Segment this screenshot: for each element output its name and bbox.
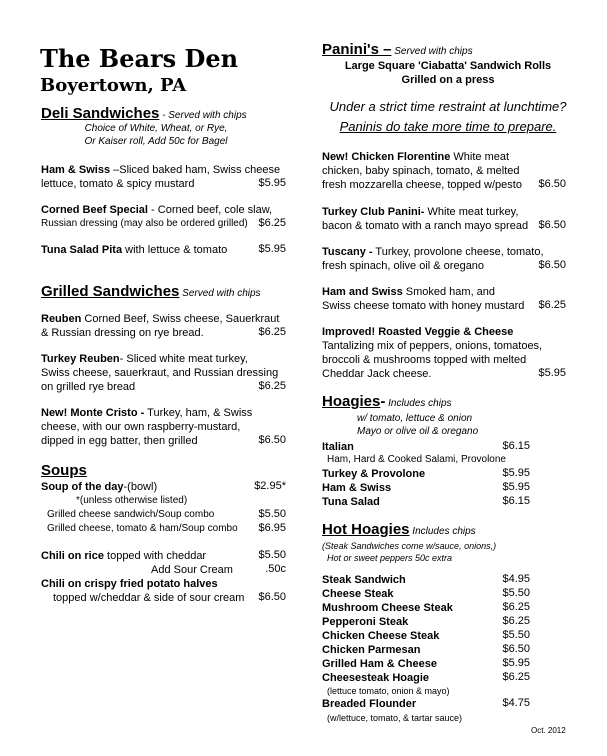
menu-item-chili-potato: Chili on crispy fried potato halves	[41, 578, 218, 590]
item-desc-2: Swiss cheese tomato with honey mustard	[322, 300, 525, 312]
item-desc-2: Tantalizing mix of peppers, onions, tomatoes,	[322, 340, 543, 352]
hot-hoagies-section-heading	[322, 521, 476, 538]
item-price: $4.75	[502, 697, 530, 709]
panini-note: Served with chips	[391, 46, 473, 57]
item-price: $6.50	[258, 434, 286, 446]
hoagies-sub-2: Mayo or olive oil & oregano	[357, 426, 479, 437]
item-name: Reuben	[41, 313, 82, 325]
panini-heading: Panini's –	[322, 41, 392, 58]
item-desc: Smoked ham, and	[402, 286, 496, 298]
item-price: $6.25	[538, 299, 566, 311]
deli-choice-line: Choice of White, Wheat, or Rye,	[84, 123, 228, 134]
item-price: $5.95	[502, 657, 530, 669]
soups-heading: Soups	[41, 462, 87, 479]
item-price: $5.95	[502, 467, 530, 479]
item-name: Tuna Salad Pita	[41, 244, 123, 256]
item-price: $6.25	[502, 601, 530, 613]
item-desc: Turkey, ham, & Swiss	[144, 407, 253, 419]
item-price: $5.50	[502, 629, 530, 641]
menu-item-ham-swiss-hoagie: Ham & Swiss	[322, 482, 392, 494]
hot-hoagies-sub-2: Hot or sweet peppers 50c extra	[327, 553, 453, 563]
item-desc: - Sliced white meat turkey,	[119, 353, 248, 365]
menu-item-tuna-pita	[41, 243, 227, 257]
item-name: Soup of the day	[41, 481, 124, 493]
menu-item-turkey-provolone: Turkey & Provolone	[322, 468, 426, 480]
item-desc: –Sliced baked ham, Swiss cheese	[110, 164, 281, 176]
panini-notice-2: Paninis do take more time to prepare.	[339, 119, 557, 134]
item-price: $4.95	[502, 573, 530, 585]
deli-heading: Deli Sandwiches	[41, 105, 160, 122]
hoagies-note: Includes chips	[385, 398, 452, 409]
item-name: Corned Beef Special	[41, 204, 148, 216]
item-desc: - Corned beef, cole slaw,	[147, 204, 273, 216]
item-desc-2: & Russian dressing on rye bread.	[41, 327, 204, 339]
hoagies-heading: Hoagies	[322, 393, 381, 410]
menu-item-cheese-steak: Cheese Steak	[322, 588, 394, 600]
panini-section-heading	[322, 41, 473, 58]
item-name: Ham and Swiss	[322, 286, 403, 298]
item-desc: Corned Beef, Swiss cheese, Sauerkraut	[81, 313, 280, 325]
item-price: $6.25	[258, 326, 286, 338]
item-desc-3: on grilled rye bread	[41, 381, 136, 393]
menu-item-italian: Italian	[322, 441, 354, 453]
deli-roll-line: Or Kaiser roll, Add 50c for Bagel	[84, 136, 228, 147]
item-desc-2: Swiss cheese, sauerkraut, and Russian dressing	[41, 367, 279, 379]
deli-note: - Served with chips	[159, 110, 247, 121]
hot-hoagies-note: Includes chips	[409, 526, 476, 537]
item-desc: with lettuce & tomato	[122, 244, 228, 256]
soup-note: *(unless otherwise listed)	[76, 495, 188, 506]
menu-date: Oct. 2012	[531, 726, 566, 735]
item-desc-3: dipped in egg batter, then grilled	[41, 435, 198, 447]
item-price: $5.50	[502, 587, 530, 599]
item-price: $6.25	[258, 380, 286, 392]
menu-item-pepperoni-steak: Pepperoni Steak	[322, 616, 409, 628]
item-price: $5.50	[258, 508, 286, 520]
cheesesteak-desc: (lettuce tomato, onion & mayo)	[327, 686, 450, 696]
item-price: $6.25	[258, 217, 286, 229]
menu-item-mushroom-cheese-steak: Mushroom Cheese Steak	[322, 602, 453, 614]
item-price: $6.50	[502, 643, 530, 655]
grilled-section-heading	[41, 283, 261, 300]
hot-hoagies-heading: Hot Hoagies	[322, 521, 410, 538]
item-desc-2: topped w/cheddar & side of sour cream	[53, 592, 245, 604]
menu-item-monte-cristo	[41, 406, 252, 420]
soup-of-day	[41, 480, 157, 494]
item-price: $6.50	[538, 178, 566, 190]
menu-item-roasted-veggie	[322, 325, 513, 339]
item-price: $2.95*	[254, 480, 286, 492]
soup-combo-2: Grilled cheese, tomato & ham/Soup combo	[47, 523, 238, 534]
hoagies-sub-1: w/ tomato, lettuce & onion	[357, 413, 473, 424]
item-desc-3: broccoli & mushrooms topped with melted	[322, 354, 527, 366]
item-price: $6.15	[502, 495, 530, 507]
item-desc: White meat turkey,	[424, 206, 519, 218]
item-price: $6.15	[502, 440, 530, 452]
item-name: New! Monte Cristo -	[41, 407, 145, 419]
menu-item-ham-swiss-panini	[322, 285, 495, 299]
item-desc-2: cheese, with our own raspberry-mustard,	[41, 421, 241, 433]
menu-item-steak-sandwich: Steak Sandwich	[322, 574, 406, 586]
grilled-heading: Grilled Sandwiches	[41, 283, 180, 300]
location-subtitle: Boyertown, PA	[40, 75, 187, 96]
item-desc: topped with cheddar	[103, 550, 207, 562]
item-desc-2: bacon & tomato with a ranch mayo spread	[322, 220, 529, 232]
menu-item-turkey-club-panini	[322, 205, 518, 219]
item-desc-3: fresh mozzarella cheese, topped w/pesto	[322, 179, 522, 191]
page-title: The Bears Den	[40, 44, 239, 73]
item-name: Tuscany -	[322, 246, 373, 258]
item-price: .50c	[265, 563, 286, 575]
menu-item-reuben	[41, 312, 279, 326]
menu-item-chili-rice	[41, 549, 206, 563]
menu-item-chicken-florentine	[322, 150, 509, 164]
item-price: $6.95	[258, 522, 286, 534]
item-price: $5.95	[258, 177, 286, 189]
item-price: $5.95	[538, 367, 566, 379]
menu-item-tuscany	[322, 245, 544, 259]
item-name: Turkey Club Panini-	[322, 206, 425, 218]
item-price: $6.25	[502, 615, 530, 627]
menu-item-grilled-ham-cheese: Grilled Ham & Cheese	[322, 658, 437, 670]
menu-item-tuna-salad-hoagie: Tuna Salad	[322, 496, 380, 508]
flounder-desc: (w/lettuce, tomato, & tartar sauce)	[327, 713, 463, 723]
menu-item-breaded-flounder: Breaded Flounder	[322, 698, 417, 710]
item-price: $6.50	[258, 591, 286, 603]
item-name: Chili on rice	[41, 550, 104, 562]
panini-rolls-line: Large Square 'Ciabatta' Sandwich Rolls	[344, 60, 552, 72]
menu-item-ham-swiss	[41, 163, 280, 177]
item-desc: Turkey, provolone cheese, tomato,	[372, 246, 544, 258]
hoagies-section-heading	[322, 393, 452, 410]
soup-combo-1: Grilled cheese sandwich/Soup combo	[47, 509, 215, 520]
italian-desc: Ham, Hard & Cooked Salami, Provolone	[327, 454, 506, 465]
item-name: Turkey Reuben	[41, 353, 120, 365]
menu-item-cheesesteak-hoagie: Cheesesteak Hoagie	[322, 672, 429, 684]
item-price: $6.50	[538, 219, 566, 231]
menu-item-turkey-reuben	[41, 352, 248, 366]
sour-cream-addon: Add Sour Cream	[151, 564, 233, 576]
hoagies-dash: -	[380, 393, 386, 410]
item-desc-2: chicken, baby spinach, tomato, & melted	[322, 165, 520, 177]
item-price: $5.95	[258, 243, 286, 255]
deli-section-heading	[41, 105, 247, 122]
menu-item-corned-beef	[41, 203, 272, 217]
menu-item-chicken-cheese-steak: Chicken Cheese Steak	[322, 630, 440, 642]
menu-item-chicken-parmesan: Chicken Parmesan	[322, 644, 421, 656]
hot-hoagies-sub-1: (Steak Sandwiches come w/sauce, onions,)	[322, 541, 497, 551]
item-name: Ham & Swiss	[41, 164, 111, 176]
soups-section-heading	[41, 462, 87, 479]
item-desc-4: Cheddar Jack cheese.	[322, 368, 432, 380]
panini-press-line: Grilled on a press	[401, 74, 495, 86]
grilled-note: Served with chips	[179, 288, 261, 299]
item-desc-2: lettuce, tomato & spicy mustard	[41, 178, 195, 190]
item-price: $6.25	[502, 671, 530, 683]
item-desc: White meat	[450, 151, 510, 163]
item-desc: -(bowl)	[123, 481, 158, 493]
item-name: Improved! Roasted Veggie & Cheese	[322, 326, 514, 338]
panini-notice-1: Under a strict time restraint at lunchtime?	[329, 99, 567, 114]
item-desc-2: fresh spinach, olive oil & oregano	[322, 260, 485, 272]
item-price: $6.50	[538, 259, 566, 271]
item-name: New! Chicken Florentine	[322, 151, 451, 163]
item-price: $5.95	[502, 481, 530, 493]
item-price: $5.50	[258, 549, 286, 561]
item-desc-2: Russian dressing (may also be ordered grilled)	[41, 218, 248, 229]
